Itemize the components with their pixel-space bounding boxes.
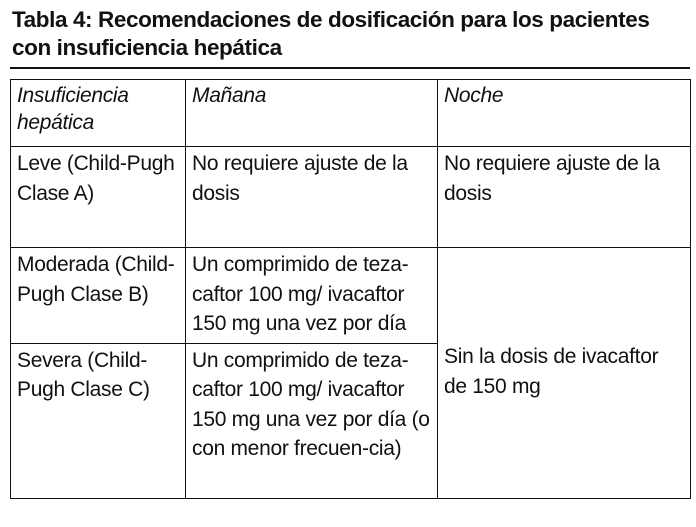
cell-manana-moderada: Un comprimido de teza-caftor 100 mg/ ivacaftor 150 mg una vez por día bbox=[186, 248, 438, 344]
title-divider bbox=[10, 67, 690, 69]
cell-insuficiencia-severa: Severa (Child-Pugh Clase C) bbox=[11, 343, 186, 498]
header-manana: Mañana bbox=[186, 80, 438, 147]
table-title: Tabla 4: Recomendaciones de dosificación para los pacientes con insuficiencia hepática bbox=[12, 7, 650, 60]
header-noche: Noche bbox=[438, 80, 691, 147]
cell-insuficiencia-leve: Leve (Child-Pugh Clase A) bbox=[11, 147, 186, 248]
table-row-leve bbox=[11, 147, 691, 248]
cell-insuficiencia-moderada: Moderada (Child-Pugh Clase B) bbox=[11, 248, 186, 344]
table-row-moderada bbox=[11, 248, 691, 344]
table-header-row bbox=[11, 80, 691, 147]
cell-manana-severa: Un comprimido de teza-caftor 100 mg/ ivacaftor 150 mg una vez por día (o con menor frecuen-cia) bbox=[186, 343, 438, 498]
header-insuficiencia: Insuficiencia hepática bbox=[11, 80, 186, 147]
cell-manana-leve: No requiere ajuste de la dosis bbox=[186, 147, 438, 248]
cell-noche-moderada-severa: Sin la dosis de ivacaftor de 150 mg bbox=[438, 248, 691, 499]
dosing-table bbox=[10, 79, 691, 499]
cell-noche-leve: No requiere ajuste de la dosis bbox=[438, 147, 691, 248]
document bbox=[10, 6, 690, 499]
